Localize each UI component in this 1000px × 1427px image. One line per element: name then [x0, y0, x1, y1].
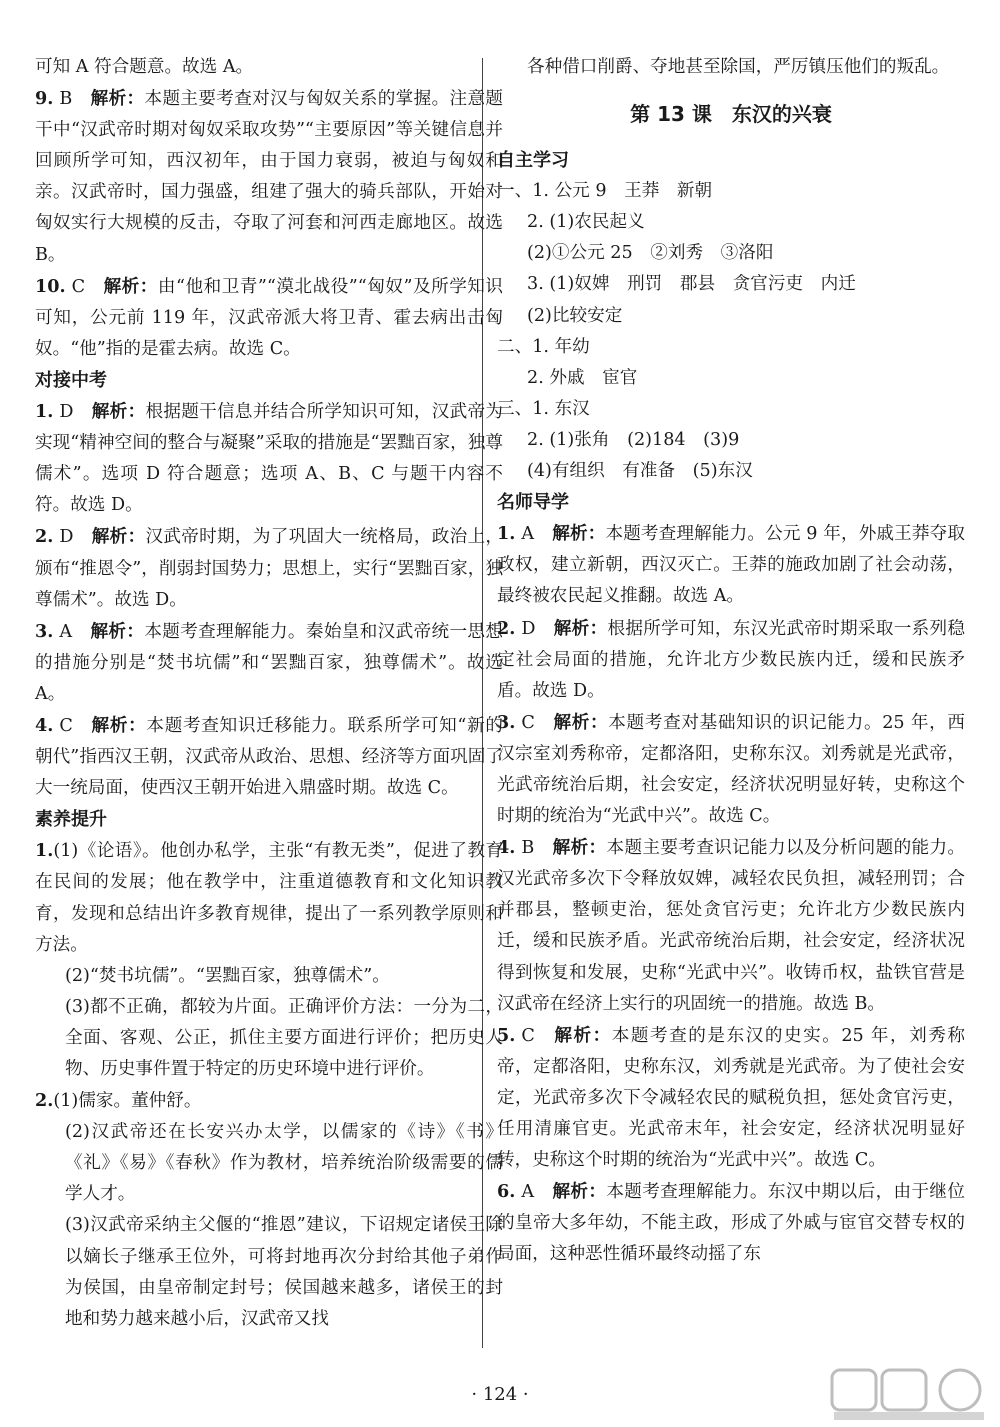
answer-m5: 5. C 解析：本题考查的是东汉的史实。25 年，刘秀称帝，定都洛阳，史称东汉，刘秀就是光武帝。为了使社会安定，光武帝多次下令减轻农民的赋税负担，惩处贪官污吏，任用清廉官吏。光武帝末年，社会安定，经济状况明显好转，史称这个时期的统治为“光武中兴”。故选 C。 — [497, 1024, 965, 1171]
fill-line: (4)有组织 有准备 (5)东汉 — [527, 461, 753, 482]
right-column — [497, 52, 965, 1270]
section-heading: 自主学习 — [497, 150, 569, 172]
answer-d2: 2. D 解析：汉武帝时期，为了巩固大一统格局，政治上，颁布“推恩令”，削弱封国势力；思想上，实行“罢黜百家，独尊儒术”。故选 D。 — [35, 526, 503, 610]
lesson-title: 第 13 课 东汉的兴衰 — [630, 102, 832, 127]
answer-d1: 1. D 解析：根据题干信息并结合所学知识可知，汉武帝为实现“精神空间的整合与凝聚”采取的措施是“罢黜百家，独尊儒术”。选项 D 符合题意；选项 A、B、C 与题干内容不符。故选 D。 — [35, 401, 503, 516]
fill-line: 2. 外戚 宦官 — [527, 367, 638, 388]
fill-line: 二、1. 年幼 — [497, 336, 590, 357]
watermark-logo — [830, 1366, 990, 1422]
fill-line: 三、1. 东汉 — [497, 398, 590, 419]
section-heading: 对接中考 — [35, 369, 107, 391]
page-number: · 124 · — [471, 1384, 529, 1405]
answer-d3: 3. A 解析：本题考查理解能力。秦始皇和汉武帝统一思想的措施分别是“焚书坑儒”和“罢黜百家，独尊儒术”。故选 A。 — [35, 620, 503, 704]
answer-s2-p2: (2)汉武帝还在长安兴办太学，以儒家的《诗》《书》《礼》《易》《春秋》作为教材，培养统治阶级需要的儒学人才。 — [65, 1122, 503, 1205]
answer-9: 9. B 解析：本题主要考查对汉与匈奴关系的掌握。注意题干中“汉武帝时期对匈奴采取攻势”“主要原因”等关键信息并回顾所学可知，西汉初年，由于国力衰弱，被迫与匈奴和亲。汉武帝时，国力强盛，组建了强大的骑兵部队，开始对匈奴实行大规模的反击，夺取了河套和河西走廊地区。故选 B。 — [35, 88, 503, 265]
answer-m2: 2. D 解析：根据所学可知，东汉光武帝时期采取一系列稳定社会局面的措施，允许北方少数民族内迁，缓和民族矛盾。故选 D。 — [497, 617, 965, 701]
right-top-tail: 各种借口削爵、夺地甚至除国，严厉镇压他们的叛乱。 — [527, 57, 950, 77]
left-column — [35, 52, 503, 1335]
answer-d4: 4. C 解析：本题考查知识迁移能力。联系所学可知“新的朝代”指西汉王朝，汉武帝从政治、思想、经济等方面巩固了大一统局面，使西汉王朝开始进入鼎盛时期。故选 C。 — [35, 714, 503, 799]
fill-line: 一、1. 公元 9 王莽 新朝 — [497, 181, 713, 202]
answer-s2-p3: (3)汉武帝采纳主父偃的“推恩”建议，下诏规定诸侯王除以嫡长子继承王位外，可将封地再次分封给其他子弟作为侯国，由皇帝制定封号；侯国越来越多，诸侯王的封地和势力越来越小后，汉武帝又找 — [65, 1215, 503, 1329]
answer-m4: 4. B 解析：本题主要考查识记能力以及分析问题的能力。汉光武帝多次下令释放奴婢，减轻农民负担，减轻刑罚；合并郡县，整顿吏治，惩处贪官污吏；允许北方少数民族内迁，缓和民族矛盾。光武帝统治后期，社会安定，经济状况得到恢复和发展，史称“光武中兴”。收铸币权，盐铁官营是汉武帝在经济上实行的巩固统一的措施。故选 B。 — [497, 837, 965, 1014]
answer-10: 10. C 解析：由“他和卫青”“漠北战役”“匈奴”及所学知识可知，公元前 119 年，汉武帝派大将卫青、霍去病出击匈奴。“他”指的是霍去病。故选 C。 — [35, 275, 503, 359]
answer-m3: 3. C 解析：本题考查对基础知识的识记能力。25 年，西汉宗室刘秀称帝，定都洛阳，史称东汉。刘秀就是光武帝，光武帝统治后期，社会安定，经济状况明显好转，史称这个时期的统治为“光武中兴”。故选 C。 — [497, 711, 965, 827]
answer-m1: 1. A 解析：本题考查理解能力。公元 9 年，外戚王莽夺取政权，建立新朝，西汉灭亡。王莽的施政加剧了社会动荡，最终被农民起义推翻。故选 A。 — [497, 523, 965, 607]
fill-line: 2. (1)张角 (2)184 (3)9 — [527, 429, 740, 450]
fill-line: 3. (1)奴婢 刑罚 郡县 贪官污吏 内迁 — [527, 274, 856, 295]
answer-s1-p3: (3)都不正确，都较为片面。正确评价方法：一分为二，全面、客观、公正，抓住主要方面进行评价；把历史人物、历史事件置于特定的历史环境中进行评价。 — [65, 996, 503, 1079]
section-heading: 名师导学 — [497, 492, 569, 514]
fill-line: (2)①公元 25 ②刘秀 ③洛阳 — [527, 243, 774, 264]
fill-line: (2)比较安定 — [527, 305, 623, 326]
answer-s2-p1: 2.(1)儒家。董仲舒。 — [35, 1090, 202, 1112]
answer-s1-p2: (2)“焚书坑儒”。“罢黜百家，独尊儒术”。 — [65, 965, 390, 986]
fill-line: 2. (1)农民起义 — [527, 212, 645, 233]
left-top-tail: 可知 A 符合题意。故选 A。 — [35, 57, 254, 77]
answer-s1-p1: 1.(1)《论语》。他创办私学，主张“有教无类”，促进了教育在民间的发展；他在教学中，注重道德教育和文化知识教育，发现和总结出许多教育规律，提出了一系列教学原则和方法。 — [35, 840, 503, 955]
section-heading: 素养提升 — [35, 809, 107, 831]
answer-m6: 6. A 解析：本题考查理解能力。东汉中期以后，由于继位的皇帝大多年幼，不能主政，形成了外戚与宦官交替专权的局面，这种恶性循环最终动摇了东 — [497, 1181, 965, 1265]
